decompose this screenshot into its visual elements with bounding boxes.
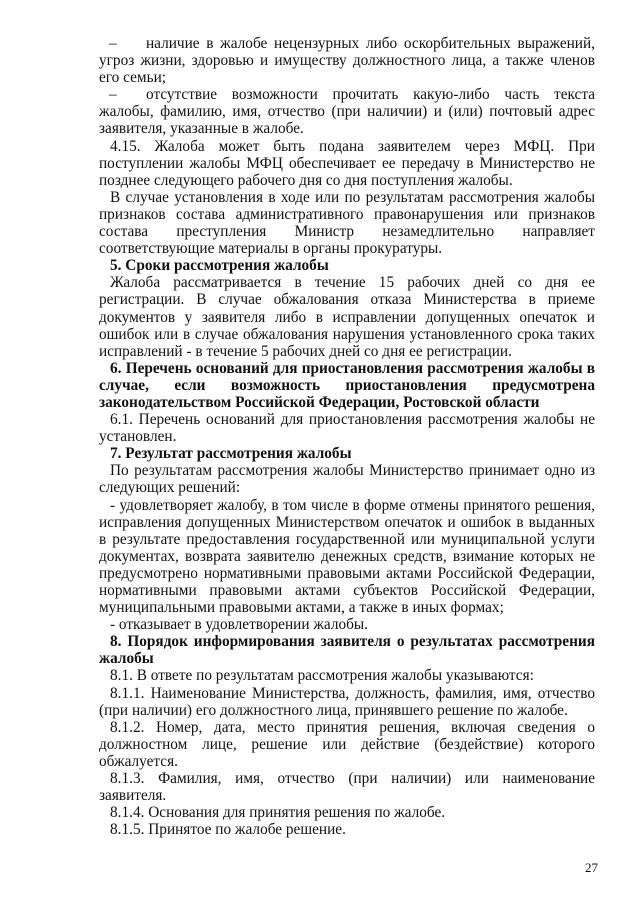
paragraph-8-1-1: 8.1.1. Наименование Министерства, должность, фамилия, имя, отчество (при наличии) его должностного лица, принявшего решение по жалобе.	[99, 684, 595, 719]
dash-marker: –	[109, 35, 117, 52]
section-heading-6: 6. Перечень оснований для приостановления рассмотрения жалобы в случае, если возможность приостановления предусмотрена законодательством Российской Федерации, Ростовской области	[99, 359, 595, 411]
paragraph-decision-intro: По результатам рассмотрения жалобы Министерство принимает одно из следующих решений:	[99, 462, 595, 497]
section-heading-5: 5. Сроки рассмотрения жалобы	[110, 257, 329, 275]
paragraph-4-15: 4.15. Жалоба может быть подана заявителем через МФЦ. При поступлении жалобы МФЦ обеспечивает ее передачу в Министерство не позднее следующего рабочего дня со дня поступления жалобы.	[99, 137, 595, 189]
document-body	[99, 35, 595, 838]
paragraph-text: наличие в жалобе нецензурных либо оскорбительных выражений, угроз жизни, здоровью и имуществу должностного лица, а также членов его семьи;	[99, 35, 595, 87]
paragraph-8-1-2: 8.1.2. Номер, дата, место принятия решения, включая сведения о должностном лице, решение или действие (бездействие) которого обжалуется.	[99, 718, 595, 770]
paragraph-text: отсутствие возможности прочитать какую-либо часть текста жалобы, фамилию, имя, отчество (при наличии) и (или) почтовый адрес заявителя, указанные в жалобе.	[99, 86, 595, 138]
dash-marker: –	[109, 86, 117, 104]
paragraph-prosecution: В случае установления в ходе или по результатам рассмотрения жалобы признаков состава административного правонарушения или признаков состава преступления Министр незамедлительно направляет соответствующие материалы в органы прокуратуры.	[99, 188, 595, 258]
paragraph-6-1: 6.1. Перечень оснований для приостановления рассмотрения жалобы не установлен.	[99, 411, 595, 446]
paragraph-review-terms: Жалоба рассматривается в течение 15 рабочих дней со дня ее регистрации. В случае обжалования отказа Министерства в приеме документов у заявителя либо в исправлении допущенных опечаток и ошибок или в случае обжалования нарушения установленного срока таких исправлений - в течение 5 рабочих дней со дня ее регистрации.	[99, 274, 595, 360]
section-heading-8: 8. Порядок информирования заявителя о результатах рассмотрения жалобы	[99, 633, 595, 668]
paragraph-8-1: 8.1. В ответе по результатам рассмотрения жалобы указываются:	[110, 667, 534, 685]
section-heading-7: 7. Результат рассмотрения жалобы	[110, 445, 352, 463]
paragraph-8-1-3: 8.1.3. Фамилия, имя, отчество (при наличии) или наименование заявителя.	[99, 770, 595, 805]
paragraph-8-1-4: 8.1.4. Основания для принятия решения по жалобе.	[110, 804, 446, 822]
page-number: 27	[585, 860, 598, 875]
paragraph-8-1-5: 8.1.5. Принятое по жалобе решение.	[110, 821, 346, 839]
list-item-obscene-language	[99, 35, 595, 86]
paragraph-refuse-complaint: - отказывает в удовлетворении жалобы.	[110, 616, 369, 634]
paragraph-satisfy-complaint: - удовлетворяет жалобу, в том числе в форме отмены принятого решения, исправления допущенных Министерством опечаток и ошибок в выданных в результате предоставления государственной или муниципальной услуги документах, возврата заявителю денежных средств, взимание которых не предусмотрено нормативными правовыми актами Российской Федерации, нормативными правовыми актами субъектов Российской Федерации, муниципальными правовыми актами, а также в иных формах;	[99, 496, 595, 617]
list-item-unreadable-text	[99, 86, 595, 137]
